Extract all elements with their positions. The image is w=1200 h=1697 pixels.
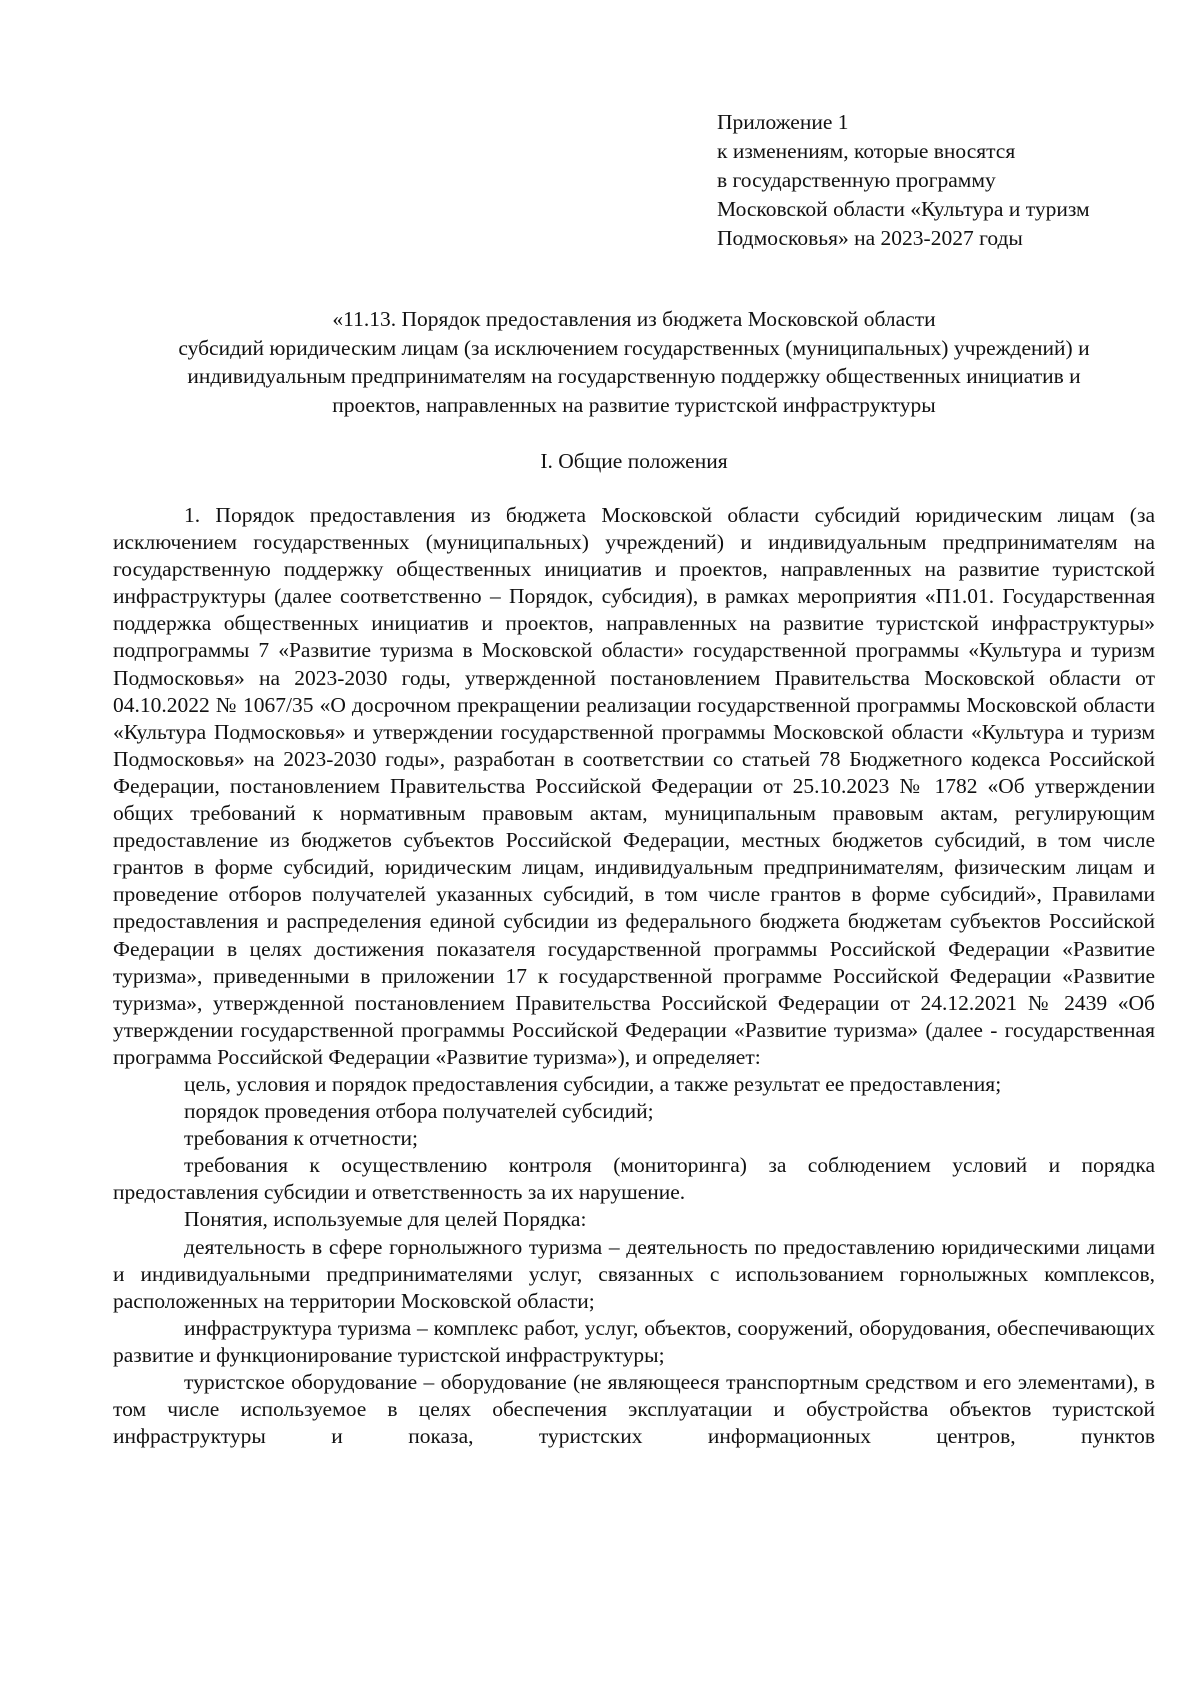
appendix-line: к изменениям, которые вносятся [717, 139, 1016, 163]
paragraph: цель, условия и порядок предоставления субсидии, а также результат ее предоставления; [184, 1071, 1002, 1096]
document-body [113, 502, 1155, 1450]
paragraph: порядок проведения отбора получателей субсидий; [184, 1099, 654, 1124]
paragraph: Понятия, используемые для целей Порядка: [184, 1207, 587, 1232]
paragraph: туристское оборудование – оборудование (не являющееся транспортным средством и его элементами), в том числе используемое в целях обеспечения эксплуатации и обустройства объектов туристской инфраструктуры и показа, туристских информационных центров, пунктов [113, 1370, 1155, 1449]
title-line: индивидуальным предпринимателям на государственную поддержку общественных инициатив и [187, 364, 1081, 388]
paragraph: инфраструктура туризма – комплекс работ, услуг, объектов, сооружений, оборудования, обеспечивающих развитие и функционирование туристской инфраструктуры; [113, 1315, 1155, 1367]
appendix-line: в государственную программу [717, 168, 996, 192]
appendix-note [717, 108, 1177, 253]
paragraph: требования к отчетности; [184, 1126, 418, 1151]
document-title [113, 305, 1155, 419]
section-heading: I. Общие положения [540, 449, 728, 473]
paragraph: деятельность в сфере горнолыжного туризма – деятельность по предоставлению юридическими лицами и индивидуальными предпринимателями услуг, связанных с использованием горнолыжных комплексов, расположенных на территории Московской области; [113, 1234, 1155, 1313]
appendix-line: Подмосковья» на 2023-2027 годы [717, 226, 1023, 250]
title-line: «11.13. Порядок предоставления из бюджета Московской области [332, 307, 936, 331]
appendix-line: Приложение 1 [717, 110, 849, 134]
paragraph: требования к осуществлению контроля (мониторинга) за соблюдением условий и порядка предоставления субсидии и ответственность за их нарушение. [113, 1153, 1155, 1205]
title-line: субсидий юридическим лицам (за исключением государственных (муниципальных) учреждений) и [178, 335, 1090, 360]
paragraph: 1. Порядок предоставления из бюджета Московской области субсидий юридическим лицам (за исключением государственных (муниципальных) учреждений) и индивидуальным предпринимателям на государственную поддержку общественных инициатив и проектов, направленных на развитие туристской инфраструктуры (далее соответственно – Порядок, субсидия), в рамках мероприятия «П1.01. Государственная поддержка общественных инициатив и проектов, направленных на развитие туристской инфраструктуры» подпрограммы 7 «Развитие туризма в Московской области» государственной программы «Культура и туризм Подмосковья» на 2023-2030 годы, утвержденной постановлением Правительства Московской области от 04.10.2022 № 1067/35 «О досрочном прекращении реализации государственной программы Московской области «Культура Подмосковья» и утверждении государственной программы Московской области «Культура и туризм Подмосковья» на 2023-2030 годы», разработан в соответствии со статьей 78 Бюджетного кодекса Российской Федерации, постановлением Правительства Российской Федерации от 25.10.2023 № 1782 «Об утверждении общих требований к нормативным правовым актам, муниципальным правовым актам, регулирующим предоставление из бюджетов субъектов Российской Федерации, местных бюджетов субсидий, в том числе грантов в форме субсидий, юридическим лицам, индивидуальным предпринимателям, физическим лицам и проведение отборов получателей указанных субсидий, в том числе грантов в форме субсидий», Правилами предоставления и распределения единой субсидии из федерального бюджета бюджетам субъектов Российской Федерации в целях достижения показателя государственной программы Российской Федерации «Развитие туризма», приведенными в приложении 17 к государственной программе Российской Федерации «Развитие туризма», утвержденной постановлением Правительства Российской Федерации от 24.12.2021 № 2439 «Об утверждении государственной программы Российской Федерации «Развитие туризма» (далее - государственная программа Российской Федерации «Развитие туризма»), и определяет: [113, 503, 1155, 1069]
title-line: проектов, направленных на развитие туристской инфраструктуры [332, 392, 936, 417]
appendix-line: Московской области «Культура и туризм [717, 197, 1090, 221]
